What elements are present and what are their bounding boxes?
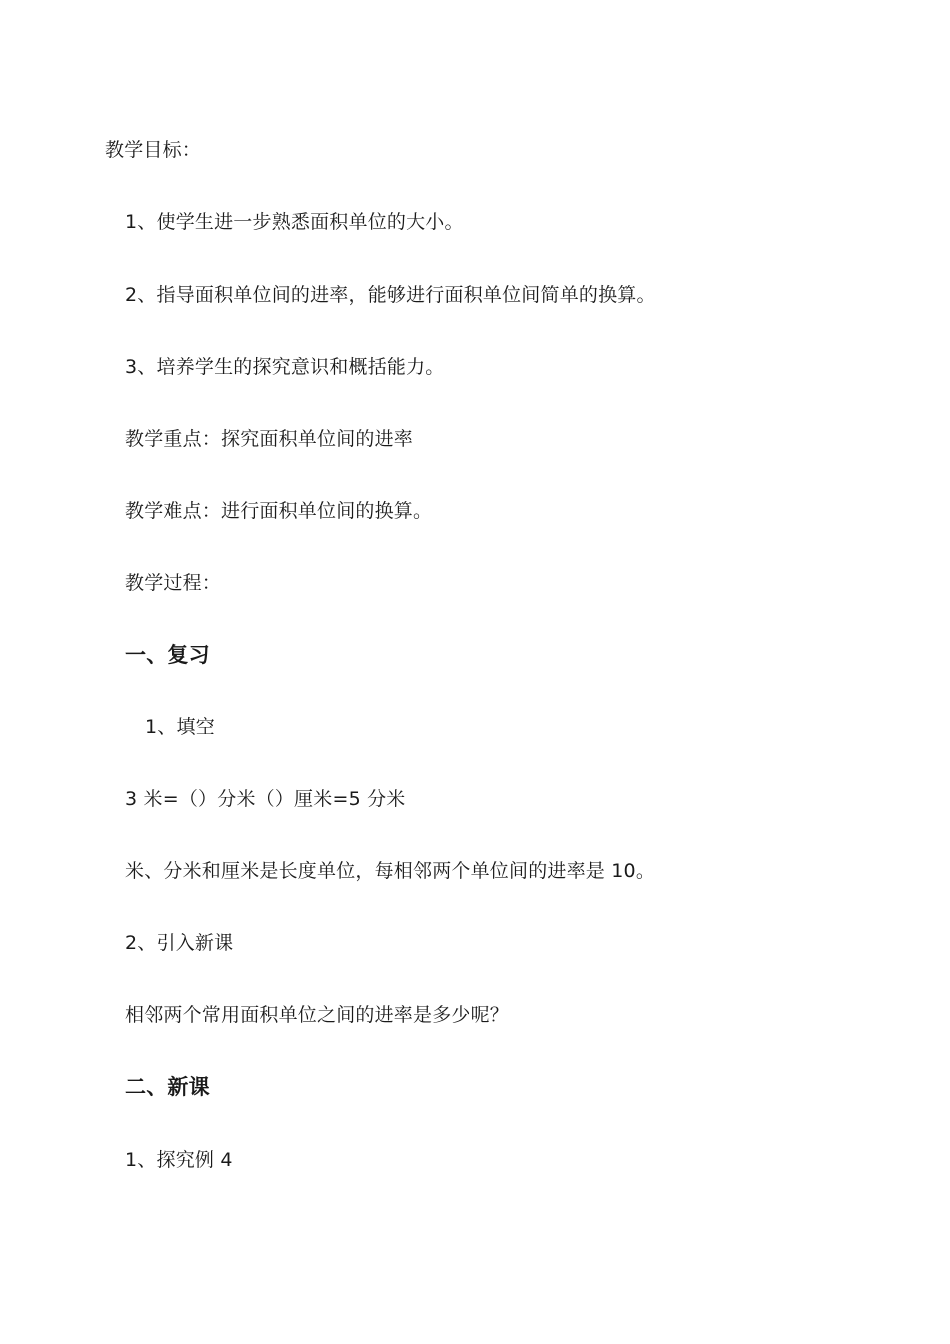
new-lesson-item-1: 1、探究例 4 — [125, 1149, 233, 1171]
objective-item-2: 2、指导面积单位间的进率，能够进行面积单位间简单的换算。 — [125, 284, 656, 306]
difficulty: 教学难点：进行面积单位间的换算。 — [125, 500, 433, 522]
objective-item-3: 3、培养学生的探究意识和概括能力。 — [125, 356, 445, 378]
objective-item-1: 1、使学生进一步熟悉面积单位的大小。 — [125, 211, 464, 233]
objectives-title: 教学目标： — [105, 139, 202, 161]
section-new-lesson-heading: 二、新课 — [125, 1075, 210, 1099]
introduce-question: 相邻两个常用面积单位之间的进率是多少呢？ — [125, 1004, 510, 1026]
fill-blank-exercise: 3 米=（）分米（）厘米=5 分米 — [125, 788, 406, 810]
section-review-heading: 一、复习 — [125, 643, 210, 667]
process-title: 教学过程： — [125, 572, 222, 594]
review-item-fill-blank: 1、填空 — [145, 716, 215, 738]
review-item-introduce: 2、引入新课 — [125, 932, 234, 954]
length-units-note: 米、分米和厘米是长度单位，每相邻两个单位间的进率是 10。 — [125, 860, 656, 882]
key-point: 教学重点：探究面积单位间的进率 — [125, 428, 414, 450]
